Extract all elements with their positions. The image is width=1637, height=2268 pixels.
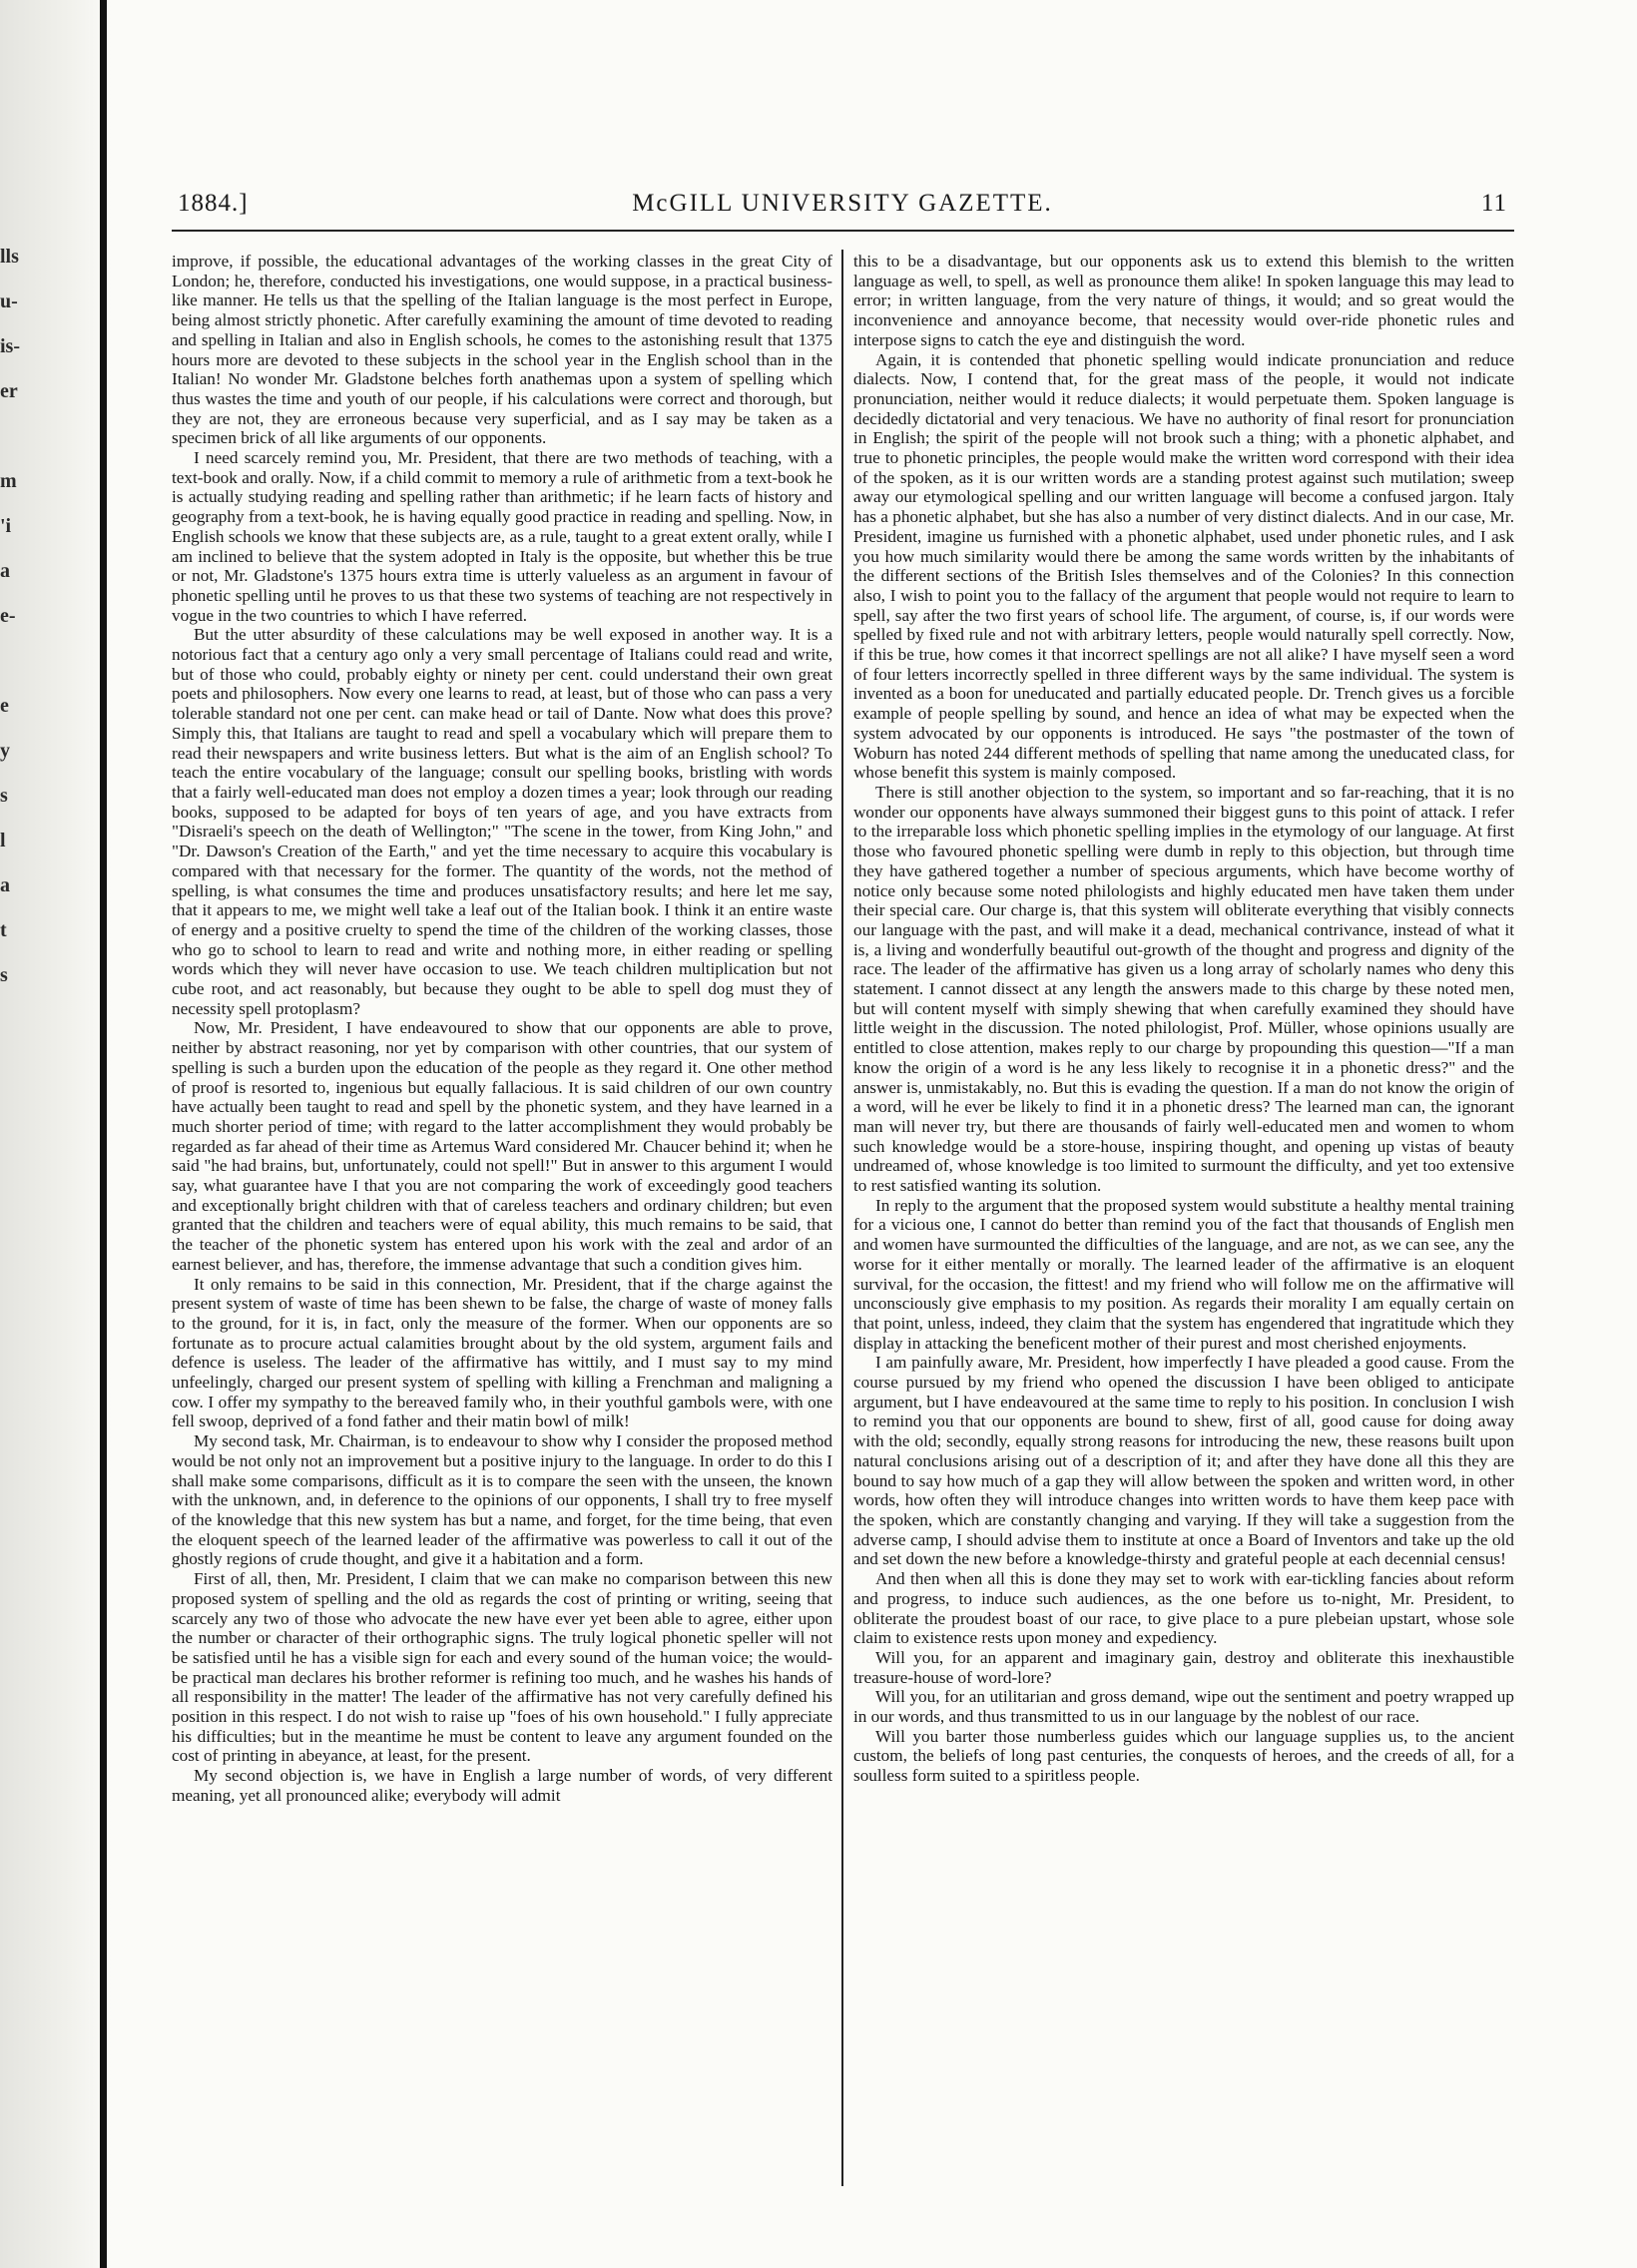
paragraph: First of all, then, Mr. President, I claim that we can make no comparison between this new proposed system of spelling and the old as regards the cost of printing or writing, seeing that scarcely any two of those who advocate the new have ever yet been able to agree, either upon the number or character of their orthographic signs. The truly logical phonetic speller will not be satisfied until he has a visible sign for each and every sound of the human voice; the would-be practical man declares his brother reformer is refining too much, and he washes his hands of all responsibility in the matter! The leader of the affirmative has not very carefully defined his position in this respect. I do not wish to raise up "foes of his own household." I fully appreciate his difficulties; but in the meantime he must be content to leave any argument founded on the cost of printing in abeyance, at least, for the present.: [172, 1569, 832, 1766]
right-column: [853, 252, 1514, 2178]
header-rule: [172, 230, 1514, 232]
margin-fragment: er: [0, 380, 18, 402]
paragraph: There is still another objection to the system, so important and so far-reaching, that it is no wonder our opponents have always summoned their biggest guns to this point of attack. I refer to the irreparable loss which phonetic spelling implies in the etymology of our language. At first those who favoured phonetic spelling were dumb in reply to this objection, but through time they have gathered together a number of specious arguments, which have become worthy of notice only because some noted philologists and highly educated men have taken them under their special care. Our charge is, that this system will obliterate everything that visibly connects our language with the past, and will make it a dead, mechanical contrivance, instead of what it is, a living and wonderfully beautiful out-growth of the thought and progress and dignity of the race. The leader of the affirmative has given us a long array of scholarly names who deny this statement. I cannot dissect at any length the answers made to this charge by these noted men, but will content myself with simply shewing that when carefully examined they should have little weight in the discussion. The noted philologist, Prof. Müller, whose opinions usually are entitled to close attention, makes reply to our charge by propounding this question—"If a man know the origin of a word is he any less likely to recognise it in a phonetic dress?" and the answer is, unmistakably, no. But this is evading the question. If a man do not know the origin of a word, will he ever be likely to find it in a phonetic dress? The learned man can, the ignorant man will never try, but there are thousands of fairly well-educated men and women to whom such knowledge would be a store-house, inspiring thought, and opening up vistas of beauty undreamed of, whose knowledge is too limited to surmount the difficulty, and yet too extensive to rest satisfied wanting its solution.: [853, 782, 1514, 1196]
paragraph: this to be a disadvantage, but our opponents ask us to extend this blemish to the written language as well, to spell, as well as pronounce them alike! In spoken language this may lead to error; in written language, from the very nature of things, it would; and so great would the inconvenience and annoyance become, that necessity would over-ride phonetic rules and interpose signs to catch the eye and distinguish the word.: [853, 252, 1514, 349]
margin-fragment: l: [0, 830, 6, 851]
paragraph: Will you, for an apparent and imaginary gain, destroy and obliterate this inexhaustible treasure-house of word-lore?: [853, 1647, 1514, 1687]
margin-fragment: m: [0, 470, 17, 492]
margin-fragment: a: [0, 874, 10, 896]
paragraph: improve, if possible, the educational advantages of the working classes in the great City of London; he, therefore, conducted his investigations, one would suppose, in a practical business-like manner. He tells us that the spelling of the Italian language is the most perfect in Europe, being almost strictly phonetic. After carefully examining the amount of time devoted to reading and spelling in Italian and also in English schools, he comes to the astonishing result that 1375 hours more are devoted to these subjects in the school year in the English school than in the Italian! No wonder Mr. Gladstone belches forth anathemas upon a system of spelling which thus wastes the time and youth of our people, if his calculations were correct and thorough, but they are not, they are erroneous because very superficial, and as I say may be taken as a specimen brick of all like arguments of our opponents.: [172, 252, 832, 448]
margin-fragment: 'i: [0, 515, 12, 537]
margin-fragment: s: [0, 964, 8, 986]
margin-fragment: y: [0, 740, 10, 762]
publication-title: McGILL UNIVERSITY GAZETTE.: [632, 190, 1053, 217]
paragraph: I need scarcely remind you, Mr. President, that there are two methods of teaching, with a text-book and orally. Now, if a child commit to memory a rule of arithmetic from a text-book he is actually studying reading and spelling rather than arithmetic; if he learn facts of history and geography from a text-book, he is having equally good practice in reading and spelling. Now, in English schools we know that these subjects are, as a rule, taught to a great extent orally, while I am inclined to believe that the system adopted in Italy is the opposite, but whether this be true or not, Mr. Gladstone's 1375 hours extra time is utterly valueless as an argument in favour of phonetic spelling until he proves to us that these two systems of teaching are not respectively in vogue in the two countries to which I have referred.: [172, 448, 832, 625]
margin-fragment: a: [0, 560, 10, 582]
page-number: 11: [1480, 190, 1507, 217]
paragraph: It only remains to be said in this connection, Mr. President, that if the charge against the present system of waste of time has been shewn to be false, the charge of waste of money falls to the ground, for it is, in fact, only the measure of the former. When our opponents are so fortunate as to procure actual calamities brought about by the old system, argument fails and defence is useless. The leader of the affirmative has wittily, and I must say to my mind unfeelingly, charged our present system of spelling with killing a Frenchman and maligning a cow. I offer my sympathy to the bereaved family who, in their youthful gambols were, with one fell swoop, deprived of a fond father and their matin bowl of milk!: [172, 1274, 832, 1431]
paragraph: Now, Mr. President, I have endeavoured to show that our opponents are able to prove, neither by abstract reasoning, nor yet by comparison with other countries, that our system of spelling is such a burden upon the education of the people as they regard it. One other method of proof is resorted to, ingenious but equally fallacious. It is said children of our own country have actually been taught to read and spell by the phonetic system, and they have learned in a much shorter period of time; with regard to the latter accomplishment they would probably be regarded as far ahead of their time as Artemus Ward considered Mr. Chaucer behind it; when he said "he had brains, but, unfortunately, could not spell!" But in answer to this argument I would say, what guarantee have I that you are not comparing the work of exceedingly good teachers and exceptionally bright children with that of careless teachers and ordinary children; but even granted that the children and teachers were of equal ability, this much remains to be said, that the teacher of the phonetic system has entered upon his work with the zeal and ardor of an earnest believer, and has, therefore, the immense advantage that such a condition gives him.: [172, 1018, 832, 1274]
paragraph: But the utter absurdity of these calculations may be well exposed in another way. It is a notorious fact that a century ago only a very small percentage of Italians could read and write, but of those who could, probably eighty or ninety per cent. could understand their own great poets and philosophers. Now every one learns to read, at least, but of those who can pass a very tolerable standard not one per cent. can make head or tail of Dante. Now what does this prove? Simply this, that Italians are taught to read and spell a vocabulary which will prepare them to read their newspapers and write business letters. But what is the aim of an English school? To teach the entire vocabulary of the language; consult our spelling books, bristling with words that a fairly well-educated man does not employ a dozen times a year; look through our reading books, supposed to be adapted for boys of ten years of age, and you have extracts from "Disraeli's speech on the death of Wellington;" "The scene in the tower, from King John," and "Dr. Dawson's Creation of the Earth," and yet the time necessary to acquire this vocabulary is compared with that necessary for the former. The quantity of the words, not the method of spelling, is what consumes the time and produces unsatisfactory results; and here let me say, that it appears to me, we might well take a leaf out of the Italian book. I think it an entire waste of energy and a positive cruelty to spend the time of the children of the working classes, those who go to school to learn to read and write and nothing more, in either reading or spelling words which they will never have occasion to use. We teach children multiplication but not cube root, and act reasonably, but because they ought to be able to spell dog must they of necessity spell protoplasm?: [172, 625, 832, 1018]
paragraph: My second objection is, we have in English a large number of words, of very different meaning, yet all pronounced alike; everybody will admit: [172, 1766, 832, 1805]
margin-fragment: e: [0, 695, 9, 717]
left-column: [172, 252, 832, 2178]
paragraph: In reply to the argument that the proposed system would substitute a healthy mental training for a vicious one, I cannot do better than remind you of the fact that thousands of English men and women have surmounted the difficulties of the language, and are not, as we can see, any the worse for it either mentally or morally. The learned leader of the affirmative is an eloquent survival, for the occasion, the fittest! and my friend who will follow me on the affirmative will unconsciously give emphasis to my position. As regards their morality I am equally certain on that point, unless, indeed, they claim that the system has engendered that ingratitude which they display in attacking the beneficent mother of their purest and most cherished enjoyments.: [853, 1195, 1514, 1353]
issue-year: 1884.]: [178, 190, 249, 217]
binding-rule: [100, 0, 107, 2268]
paragraph: My second task, Mr. Chairman, is to endeavour to show why I consider the proposed method would be not only not an improvement but a positive injury to the language. In order to do this I shall make some comparisons, difficult as it is to compare the seen with the unseen, the known with the unknown, and, in deference to the opinions of our opponents, I shall try to free myself of the knowledge that this new system has but a name, and forget, for the time being, that even the eloquent speech of the learned leader of the affirmative was powerless to call it out of the ghostly regions of crude thought, and give it a habitation and a form.: [172, 1431, 832, 1569]
paragraph: Again, it is contended that phonetic spelling would indicate pronunciation and reduce dialects. Now, I contend that, for the great mass of the people, it would not indicate pronunciation, neither would it reduce dialects; it would perpetuate them. Spoken language is decidedly dictatorial and very tenacious. We have no authority of final resort for pronunciation in English; the spirit of the people will not brook such a thing; with a phonetic alphabet, and true to phonetic principles, the people would make the written word correspond with their idea of the spoken, as it is our written words are a standing protest against such mutilation; sweep away our etymological spelling and our written language will become a confused jargon. Italy has a phonetic alphabet, but she has also a number of very distinct dialects. And in our case, Mr. President, imagine us furnished with a phonetic alphabet, used under phonetic rules, and I ask you how much similarity would there be among the same words written by the inhabitants of the different sections of the British Isles themselves and of the Colonies? In this connection also, I wish to point you to the fallacy of the argument that people would not require to learn to spell, say after the two first years of school life. The argument, of course, is, if our words were spelled by fixed rule and not with arbitrary letters, people would naturally spell correctly. Now, if this be true, how comes it that incorrect spellings are not all alike? I have myself seen a word of four letters incorrectly spelled in three different ways by the same individual. The system is invented as a boon for uneducated and partially educated people. Dr. Trench gives us a forcible example of people spelling by sound, and hence an idea of what may be expected when the system advocated by our opponents is introduced. He says "the postmaster of the town of Woburn has noted 244 different methods of spelling that name among the uneducated class, for whose benefit this system is mainly composed.: [853, 349, 1514, 783]
paragraph: Will you barter those numberless guides which our language supplies us, to the ancient custom, the beliefs of long past centuries, the conquests of heroes, and the creeds of all, for a soulless form suited to a spiritless people.: [853, 1726, 1514, 1786]
margin-fragment: is-: [0, 335, 20, 357]
paragraph: Will you, for an utilitarian and gross demand, wipe out the sentiment and poetry wrapped up in our words, and thus transmitted to us in our language by the noblest of our race.: [853, 1687, 1514, 1727]
margin-fragment: t: [0, 919, 7, 941]
paragraph: And then when all this is done they may set to work with ear-tickling fancies about reform and progress, to induce such audiences, as the one before us to-night, Mr. President, to obliterate the proudest boast of our race, to give place to a pure plebeian upstart, whose sole claim to existence rests upon money and expediency.: [853, 1569, 1514, 1648]
margin-fragment: u-: [0, 290, 18, 312]
paragraph: I am painfully aware, Mr. President, how imperfectly I have pleaded a good cause. From the course pursued by my friend who opened the discussion I have been obliged to anticipate argument, but I have endeavoured at the same time to reply to his position. In conclusion I wish to remind you that our opponents are bound to shew, first of all, good cause for doing away with the old; secondly, equally strong reasons for introducing the new, these reasons built upon natural conclusions arising out of a description of it; and after they have done all this they are bound to say how much of a gap they will allow between the spoken and written word, in other words, how often they will introduce changes into written words to have them keep pace with the spoken, which are constantly changing and varying. If they will take a suggestion from the adverse camp, I should advise them to institute at once a Board of Inventors and take up the old and set down the new before a knowledge-thirsty and grateful people at each decennial census!: [853, 1353, 1514, 1569]
running-head: [178, 190, 1507, 224]
column-divider: [841, 250, 843, 2186]
margin-fragment: [0, 414, 20, 459]
margin-fragment: s: [0, 785, 8, 807]
margin-fragment: e-: [0, 605, 16, 627]
margin-fragments: [0, 235, 20, 998]
margin-fragment: lls: [0, 246, 19, 268]
margin-fragment: [0, 639, 20, 684]
